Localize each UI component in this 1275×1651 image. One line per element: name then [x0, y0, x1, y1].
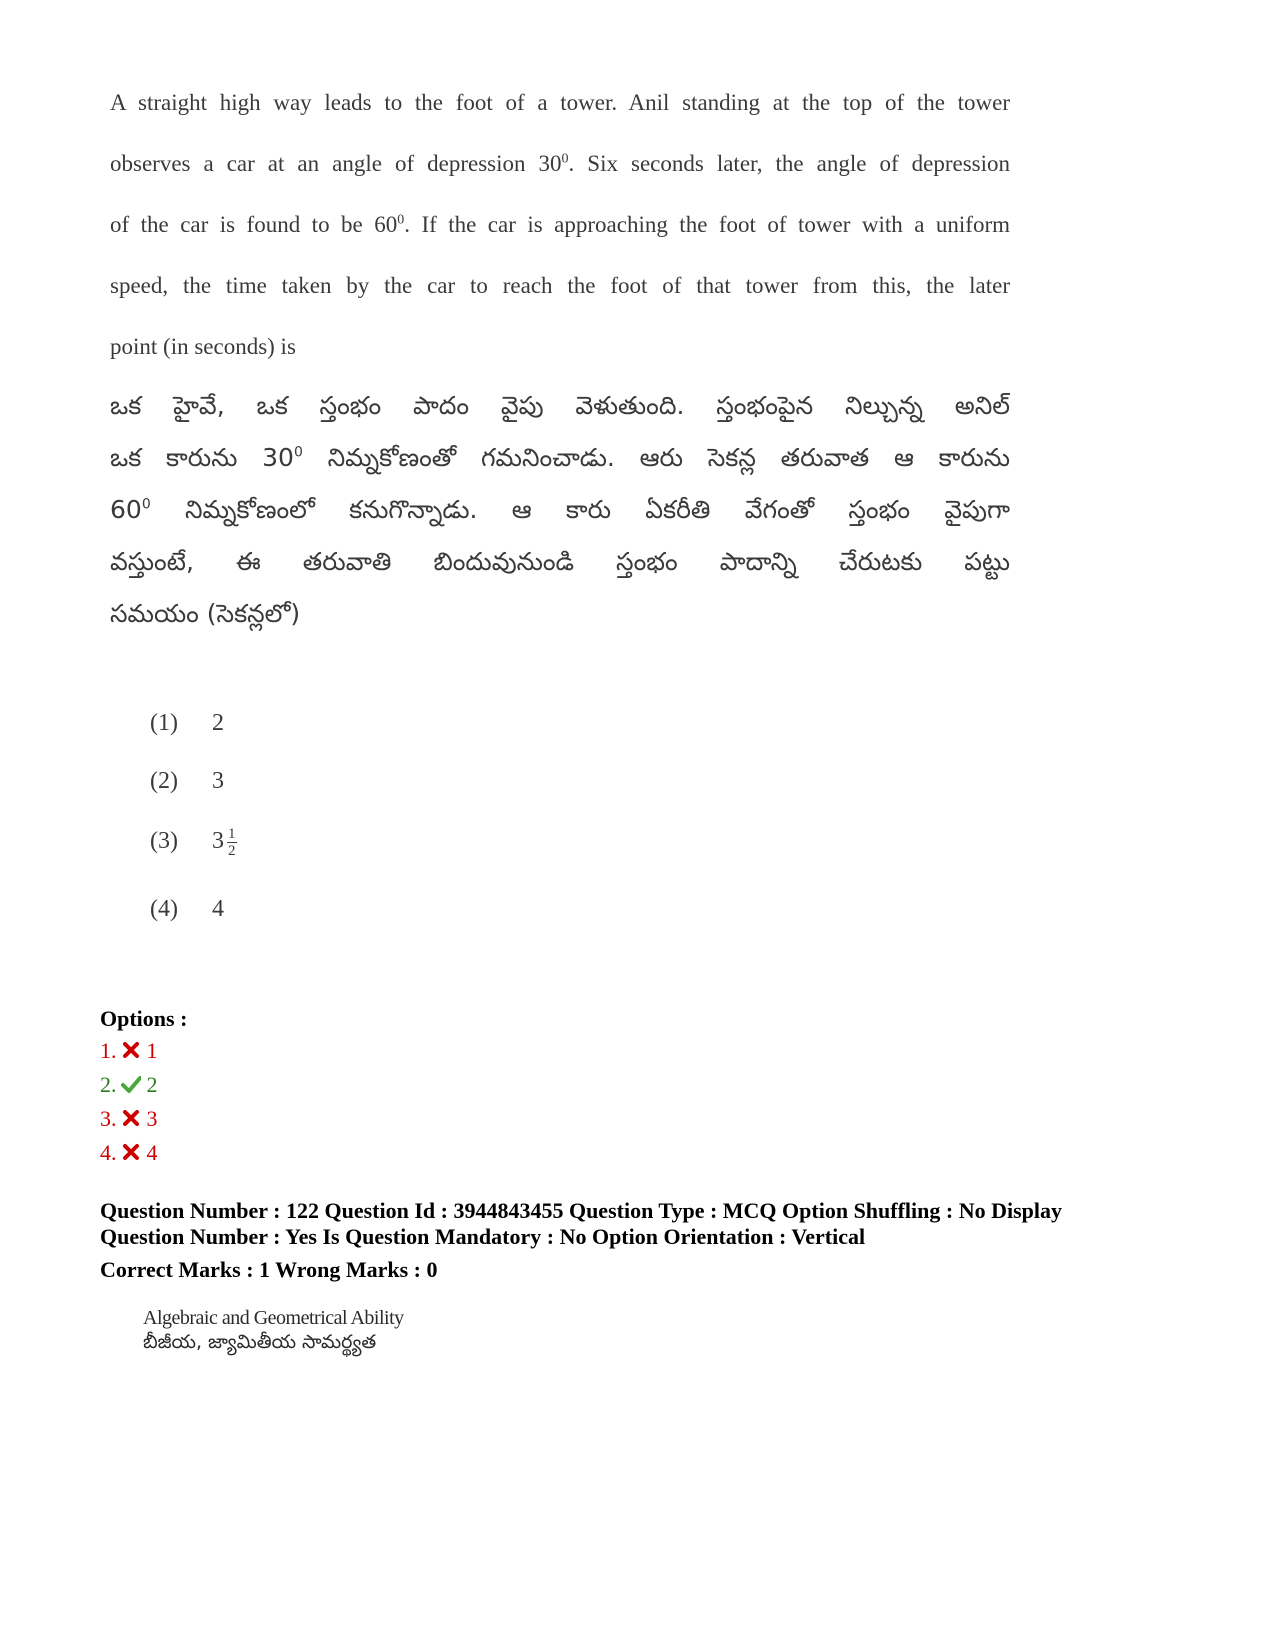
cross-icon — [121, 1108, 141, 1128]
question-image — [110, 88, 1010, 640]
section-name-en: Algebraic and Geometrical Ability — [143, 1307, 404, 1329]
section-tag-image — [143, 1306, 404, 1354]
choice-1: (1) 2 — [150, 710, 224, 736]
question-text-te-line-1: ఒక హైవే, ఒక స్తంభం పాదం వైపు వెళుతుంది. స్తంభంపైన నిల్చున్న అనిల్ — [110, 391, 1010, 420]
option-2: 2. 2 — [100, 1072, 158, 1097]
options-heading: Options : — [100, 1006, 188, 1031]
question-text-te-line-2: ఒక కారును $30^0$ నిమ్నకోణంతో గమనించాడు. ఆరు సెకన్ల తరువాత ఆ కారును — [110, 443, 1010, 472]
question-text-te-line-4: వస్తుంటే, ఈ తరువాతి బిందువునుండి స్తంభం పాదాన్ని చేరుటకు పట్టు — [110, 547, 1010, 576]
question-text-te-line-3: $60^0$ నిమ్నకోణంలో కనుగొన్నాడు. ఆ కారు ఏకరీతి వేగంతో స్తంభం వైపుగా — [110, 495, 1010, 524]
marks-info: Correct Marks : 1 Wrong Marks : 0 — [100, 1257, 438, 1282]
question-text-en-line-5: point (in seconds) is — [110, 334, 296, 359]
choice-4: (4) 4 — [150, 896, 224, 922]
question-text-en-line-2: observes a car at an angle of depression $30^0$. Six seconds later, the angle of depression — [110, 151, 1011, 176]
fraction: $\frac{1}{2}$ — [228, 826, 236, 859]
choice-2: (2) 3 — [150, 768, 224, 794]
question-meta-line-2: Question Number : Yes Is Question Mandatory : No Option Orientation : Vertical — [100, 1224, 866, 1249]
section-name-te: బీజీయ, జ్యామితీయ సామర్థ్యత — [143, 1331, 377, 1353]
check-icon — [121, 1074, 141, 1094]
option-1: 1. 1 — [100, 1038, 158, 1063]
question-text-te-line-5: సమయం (సెకన్లలో) — [110, 599, 301, 628]
cross-icon — [121, 1040, 141, 1060]
option-4: 4. 4 — [100, 1140, 158, 1165]
choice-3: (3) 3 $\frac{1}{2}$ — [150, 826, 236, 859]
question-text-telugu — [110, 380, 1010, 640]
cross-icon — [121, 1142, 141, 1162]
question-meta-line-1: Question Number : 122 Question Id : 3944843455 Question Type : MCQ Option Shuffling : No Display — [100, 1198, 1063, 1223]
question-text-en-line-4: speed, the time taken by the car to reach the foot of that tower from this, the later — [110, 273, 1010, 298]
option-3: 3. 3 — [100, 1106, 158, 1131]
question-text-en-line-1: A straight high way leads to the foot of a tower. Anil standing at the top of the tower — [110, 90, 1010, 115]
question-text-en-line-3: of the car is found to be $60^0$. If the car is approaching the foot of tower with a uniform — [110, 212, 1011, 237]
